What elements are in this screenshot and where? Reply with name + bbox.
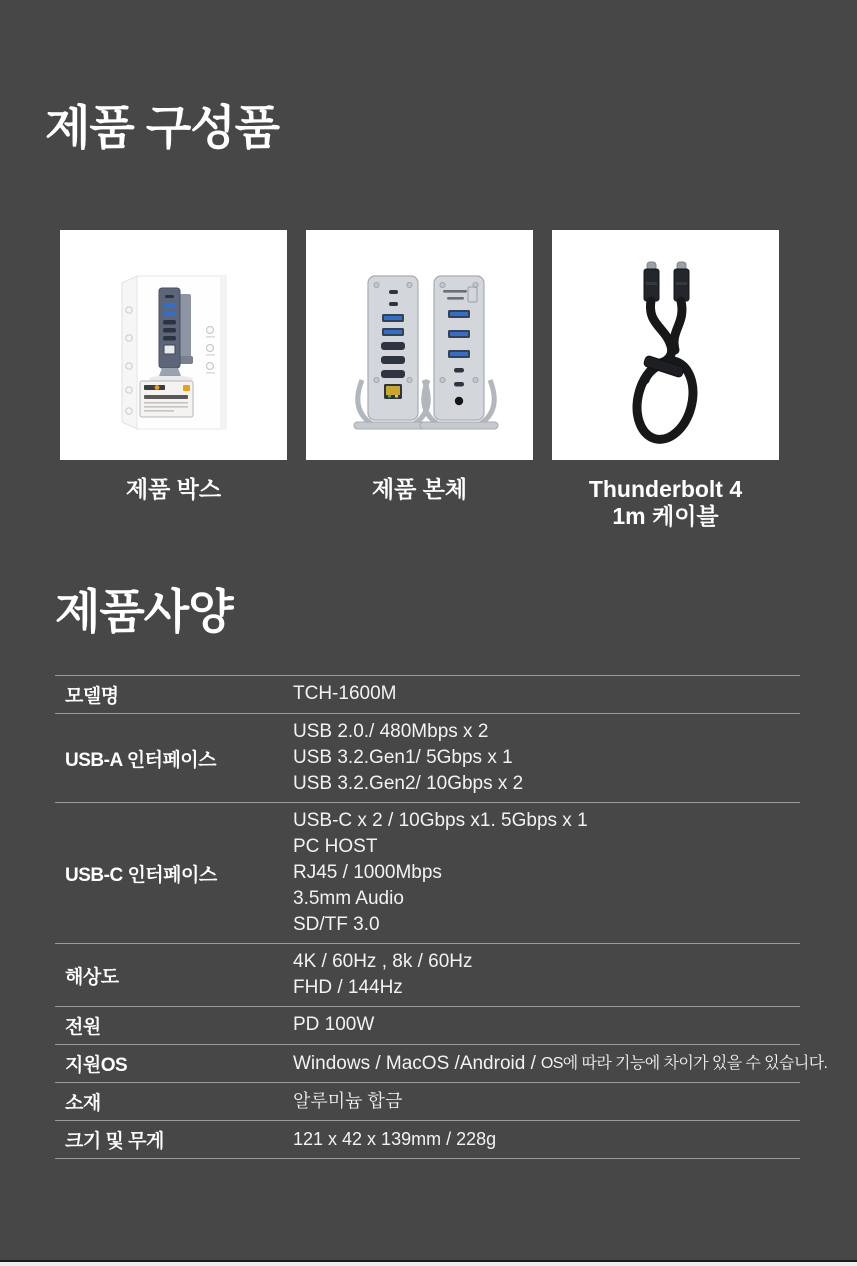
dock-unit-icon — [306, 230, 533, 460]
spec-label: 전원 — [65, 1017, 101, 1038]
os-value-note: OS에 따라 기능에 차이가 있을 수 있습니다. — [540, 1054, 828, 1072]
caption-product-box: 제품 박스 — [125, 476, 222, 502]
spec-label: 해상도 — [65, 966, 119, 988]
components-section-title: 제품 구성품 — [45, 101, 280, 154]
spec-value: 알루미늄 합금 — [293, 1091, 403, 1111]
spec-label: 지원OS — [65, 1055, 128, 1076]
spec-row-usb-a — [55, 713, 800, 802]
spec-row-model — [55, 675, 800, 713]
spec-label: 소재 — [65, 1093, 101, 1114]
specs-section-title: 제품사양 — [55, 585, 233, 638]
caption-dock-unit: 제품 본체 — [371, 476, 468, 502]
os-value-main: Windows / MacOS /Android / — [293, 1052, 536, 1074]
spec-value: USB 2.0./ 480Mbps x 2 USB 3.2.Gen1/ 5Gbps x 1 USB 3.2.Gen2/ 10Gbps x 2 — [293, 721, 524, 794]
spec-value — [293, 1050, 827, 1077]
spec-row-size-weight — [55, 1120, 800, 1158]
spec-value: TCH-1600M — [293, 683, 397, 704]
bottom-edge-strip — [0, 1262, 857, 1266]
product-box-icon — [60, 230, 287, 460]
spec-label: 크기 및 무게 — [65, 1131, 164, 1152]
spec-row-resolution — [55, 943, 800, 1006]
thunderbolt-cable-icon — [552, 230, 779, 460]
spec-label: 모델명 — [65, 686, 119, 707]
spec-value: 4K / 60Hz , 8k / 60Hz FHD / 144Hz — [293, 951, 473, 998]
spec-value: USB-C x 2 / 10Gbps x1. 5Gbps x 1 PC HOST RJ45 / 1000Mbps 3.5mm Audio SD/TF 3.0 — [293, 810, 588, 935]
spec-label: USB-C 인터페이스 — [65, 864, 217, 886]
spec-value: PD 100W — [293, 1014, 375, 1035]
caption-thunderbolt-cable: Thunderbolt 4 1m 케이블 — [588, 476, 743, 529]
spec-row-usb-c — [55, 802, 800, 943]
spec-row-supported-os — [55, 1044, 828, 1082]
component-cards — [60, 230, 779, 460]
spec-row-power — [55, 1006, 800, 1044]
spec-value: 121 x 42 x 139mm / 228g — [293, 1129, 497, 1149]
spec-row-material — [55, 1082, 800, 1120]
component-captions — [60, 476, 779, 530]
spec-label: USB-A 인터페이스 — [65, 749, 217, 771]
spec-table — [55, 675, 828, 1159]
component-card-product-box — [60, 230, 287, 460]
